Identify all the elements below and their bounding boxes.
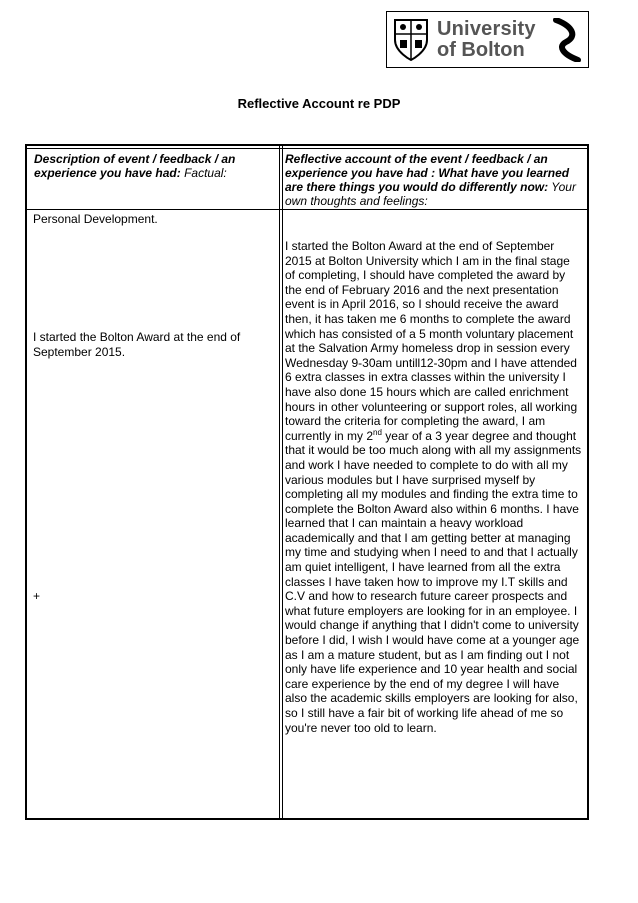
column-divider — [279, 146, 280, 818]
reflection-table — [25, 144, 589, 820]
crest-icon — [393, 18, 429, 62]
header-right-light: Your own thoughts and feelings: — [285, 180, 576, 208]
header-right — [285, 152, 581, 208]
logo-text — [437, 19, 536, 61]
header-row-divider — [27, 209, 587, 210]
page-title: Reflective Account re PDP — [237, 96, 401, 111]
left-paragraph-1: Personal Development. — [33, 212, 158, 226]
header-right-bold: Reflective account of the event / feedback / an experience you have had : What have you learned are there things you would do differently now: — [285, 152, 570, 194]
ordinal-suffix: nd — [373, 427, 382, 437]
column-divider-inner — [282, 146, 283, 818]
swoosh-icon — [552, 18, 582, 62]
header-left — [34, 152, 274, 180]
right-text-part2: year of a 3 year degree and thought that it would be too much along with all my assignments and work I have needed to complete to do with all my various modules but I have surprised myself by completing all my modules and finding the extra time to complete the Bolton Award also within 6 months. I have learned that I can maintain a heavy workload academically and that I am getting better at managing my time and studying when I need to and that I actually am quiet intelligent, I have learned from all the extra classes I have taken how to improve my I.T skills and C.V and how to research future career prospects and what future employers are looking for in an employee. I would change if anything that I didn't come to university before I did, I wish I would have come at a younger age as I am a mature student, but as I am finding out I not only have life experience and 10 year health and social care experience by the end of my degree I will have also the academic skills employers are looking for also, so I still have a fair bit of working life ahead of me so you're never too old to learn. — [285, 428, 582, 735]
left-paragraph-3: + — [33, 589, 41, 603]
right-paragraph — [285, 239, 583, 735]
left-paragraph-2: I started the Bolton Award at the end of September 2015. — [33, 330, 241, 359]
logo-line1: University — [437, 17, 536, 40]
university-logo — [386, 11, 589, 68]
header-left-bold: Description of event / feedback / an experience you have had: — [34, 152, 236, 180]
table-top-rule — [27, 148, 587, 149]
right-text-part1: I started the Bolton Award at the end of September 2015 at Bolton University which I am in the final stage of completing, I should have completed the award by the end of February 2016 and the next presentation event is in April 2016, so I should receive the award then, it has taken me 6 months to complete the award which has consisted of a 5 month voluntary placement at the Salvation Army homeless drop in session every Wednesday 9-30am untill12-30pm and I have attended 6 extra classes in extra classes within the university I have also done 15 hours which are called enrichment hours in other volunteering or support roles, all working toward the criteria for completing the award, I am currently in my 2 — [285, 239, 578, 443]
header-left-light: Factual: — [180, 166, 227, 180]
logo-line2: of Bolton — [437, 38, 525, 61]
